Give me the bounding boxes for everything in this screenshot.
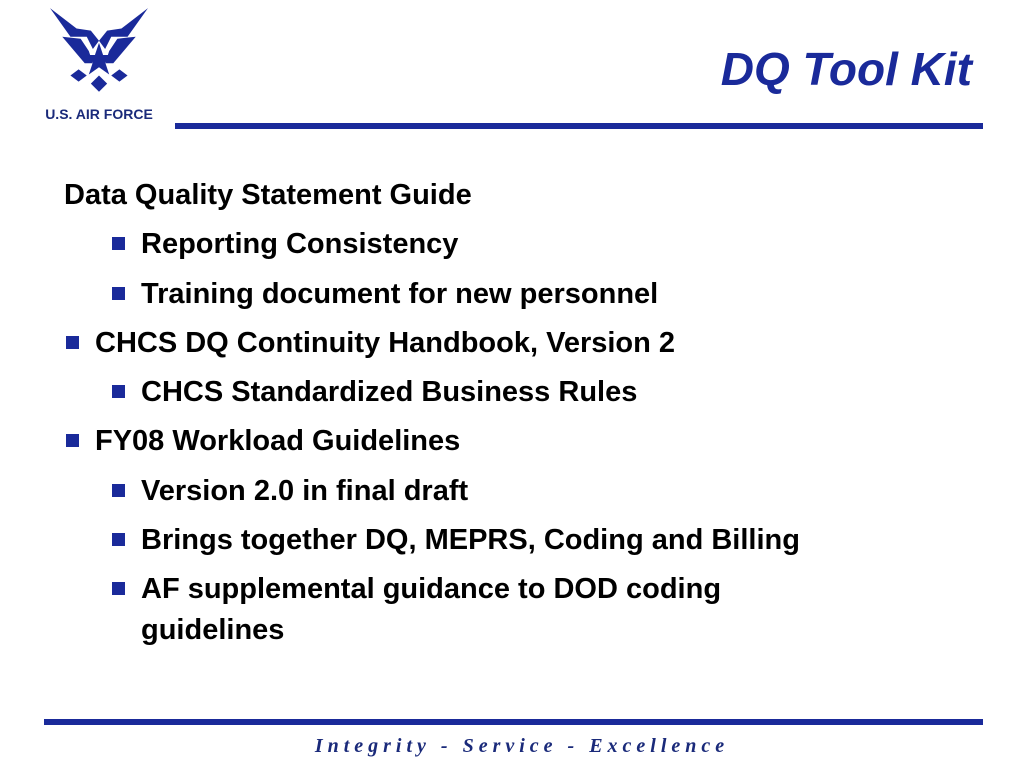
square-bullet-icon: [112, 533, 125, 546]
square-bullet-icon: [112, 385, 125, 398]
list-item: CHCS Standardized Business Rules: [141, 376, 638, 408]
list-item: Reporting Consistency: [141, 228, 459, 260]
section-heading: Data Quality Statement Guide: [64, 179, 472, 211]
square-bullet-icon: [112, 484, 125, 497]
footer-motto: Integrity - Service - Excellence: [314, 735, 730, 757]
list-item: CHCS DQ Continuity Handbook, Version 2: [95, 327, 676, 359]
square-bullet-icon: [112, 582, 125, 595]
list-item: Training document for new personnel: [141, 278, 659, 310]
square-bullet-icon: [112, 287, 125, 300]
square-bullet-icon: [66, 434, 79, 447]
square-bullet-icon: [112, 237, 125, 250]
list-item: Brings together DQ, MEPRS, Coding and Billing: [141, 524, 800, 556]
list-item: AF supplemental guidance to DOD coding: [141, 573, 722, 605]
footer-divider: [44, 719, 983, 725]
list-item-continuation: guidelines: [141, 614, 285, 646]
slide-title: DQ Tool Kit: [720, 43, 972, 95]
list-item: FY08 Workload Guidelines: [95, 425, 461, 457]
logo-text: U.S. AIR FORCE: [45, 106, 153, 122]
list-item: Version 2.0 in final draft: [141, 475, 469, 507]
square-bullet-icon: [66, 336, 79, 349]
